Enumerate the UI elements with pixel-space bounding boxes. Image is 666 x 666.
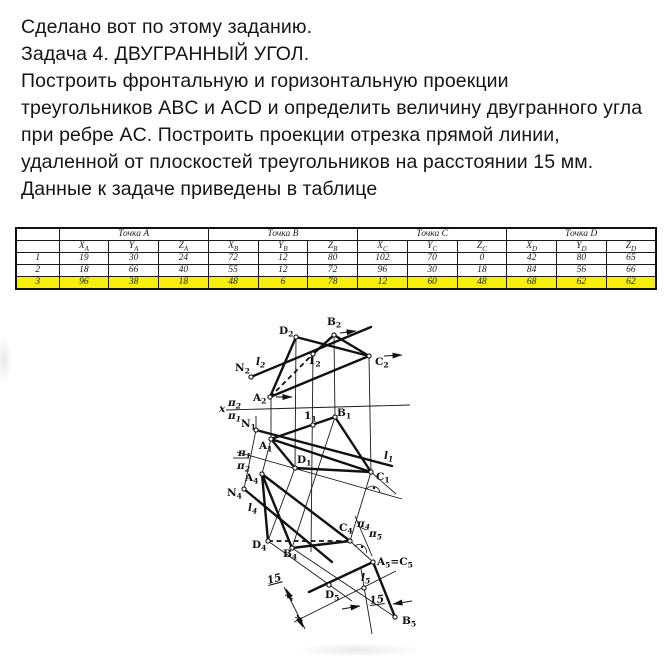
svg-text:N1​: $N_1$ (241, 418, 256, 432)
table-cell: 96 (358, 265, 408, 277)
table-cell: 19 (59, 253, 109, 265)
table-cell: 84 (507, 265, 557, 277)
col-header: $X_B$ (208, 241, 258, 253)
table-cell: 0 (457, 253, 507, 265)
svg-text:D5​: $D_5$ (325, 589, 340, 603)
table-cell: 6 (258, 277, 308, 290)
col-header: $Z_A$ (159, 241, 209, 253)
svg-text:π1​: $\pi_1$ (238, 447, 251, 461)
table-cell: 24 (159, 253, 209, 265)
svg-text:π4​: $\pi_4$ (357, 518, 370, 532)
table-cell: 80 (308, 253, 358, 265)
svg-text:C2​: $C_2$ (375, 356, 389, 370)
table-cell: 3 (16, 277, 59, 290)
svg-text:D1​: $D_1$ (297, 454, 312, 468)
table-cell: 72 (208, 253, 258, 265)
col-header: $X_A$ (59, 241, 109, 253)
svg-text:B1​: $B_1$ (337, 407, 352, 421)
table-cell: 70 (407, 253, 457, 265)
group-header-point-d: Точка D (507, 228, 656, 241)
svg-text:A1​: $A_1$ (259, 440, 273, 454)
svg-text:l5​: $l_5$ (361, 572, 371, 586)
col-header: $Y_B$ (258, 241, 308, 253)
table-cell: 30 (407, 265, 457, 277)
svg-text:15: 15 (265, 571, 283, 587)
table-cell: 42 (507, 253, 557, 265)
svg-text:A5​=C5​: $A_5=C_5$ (377, 556, 413, 570)
svg-text:C4​: $C_4$ (339, 522, 353, 536)
table-cell: 40 (159, 265, 209, 277)
table-cell: 80 (557, 253, 607, 265)
svg-text:B4​: $B_4$ (283, 548, 298, 562)
svg-text:A4​: $A_4$ (245, 472, 259, 486)
table-cell: 102 (358, 253, 408, 265)
table-cell: 48 (457, 277, 507, 290)
task-line: Сделано вот по этому заданию. (21, 16, 313, 38)
svg-text:π1​: $\pi_1$ (228, 410, 241, 424)
table-cell: 66 (109, 265, 159, 277)
table-cell: 62 (557, 277, 607, 290)
group-header-point-c: Точка C (358, 228, 507, 241)
svg-text:x: x (219, 403, 226, 415)
table-cell: 12 (258, 265, 308, 277)
svg-text:B2​: $B_2$ (327, 316, 342, 330)
task-line: при ребре AC. Построить проекции отрезка прямой линии, (21, 124, 560, 146)
table-cell: 30 (109, 253, 159, 265)
table-cell: 1 (16, 253, 59, 265)
table-cell: 12 (258, 253, 308, 265)
col-header: $Z_D$ (606, 241, 656, 253)
svg-text:C1​: $C_1$ (376, 471, 390, 485)
svg-text:D4​: $D_4$ (252, 539, 267, 553)
table-cell: 65 (606, 253, 656, 265)
table-cell: 55 (208, 265, 258, 277)
table-cell: 48 (208, 277, 258, 290)
table-cell: 66 (606, 265, 656, 277)
svg-text:N4​: $N_4$ (227, 487, 242, 501)
svg-text:11​: $1_1$ (304, 410, 317, 424)
group-header-point-a: Точка A (59, 228, 208, 241)
table-cell: 56 (557, 265, 607, 277)
table-cell: 12 (358, 277, 408, 290)
table-cell: 78 (308, 277, 358, 290)
col-header: $Y_C$ (407, 241, 457, 253)
task-line: Построить фронтальную и горизонтальную проекции (21, 70, 509, 92)
col-header: $X_D$ (507, 241, 557, 253)
table-cell: 18 (159, 277, 209, 290)
svg-text:B5​: $B_5$ (402, 615, 417, 629)
svg-text:π2​: $\pi_2$ (228, 397, 241, 411)
table-cell: 60 (407, 277, 457, 290)
col-header: $Y_A$ (109, 241, 159, 253)
svg-text:l2​: $l_2$ (256, 356, 266, 370)
table-cell: 18 (457, 265, 507, 277)
table-cell: 2 (16, 265, 59, 277)
table-cell: 62 (606, 277, 656, 290)
col-header: $Z_B$ (308, 241, 358, 253)
table-cell: 38 (109, 277, 159, 290)
col-header: $Y_D$ (557, 241, 607, 253)
task-line: Задача 4. ДВУГРАННЫЙ УГОЛ. (21, 43, 310, 65)
svg-text:N2​: $N_2$ (235, 362, 250, 376)
task-line: удаленной от плоскостей треугольников на расстоянии 15 мм. (21, 151, 594, 173)
svg-text:l1​: $l_1$ (384, 450, 394, 464)
svg-text:l4​: $l_4$ (248, 502, 258, 516)
svg-text:12​: $1_2$ (308, 355, 321, 369)
table-cell: 18 (59, 265, 109, 277)
task-line: треугольников ABC и ACD и определить величину двугранного угла (21, 97, 643, 119)
group-header-point-b: Точка B (208, 228, 357, 241)
svg-text:π2​: $\pi_2$ (237, 460, 250, 474)
col-header: $Z_C$ (457, 241, 507, 253)
col-header: $X_C$ (358, 241, 408, 253)
task-line: Данные к задаче приведены в таблице (21, 178, 378, 200)
svg-text:D2​: $D_2$ (279, 325, 294, 339)
svg-text:A2​: $A_2$ (253, 392, 267, 406)
table-cell: 96 (59, 277, 109, 290)
table-cell: 68 (507, 277, 557, 290)
table-cell: 72 (308, 265, 358, 277)
svg-text:π5​: $\pi_5$ (369, 528, 382, 542)
svg-text:15: 15 (368, 593, 385, 607)
